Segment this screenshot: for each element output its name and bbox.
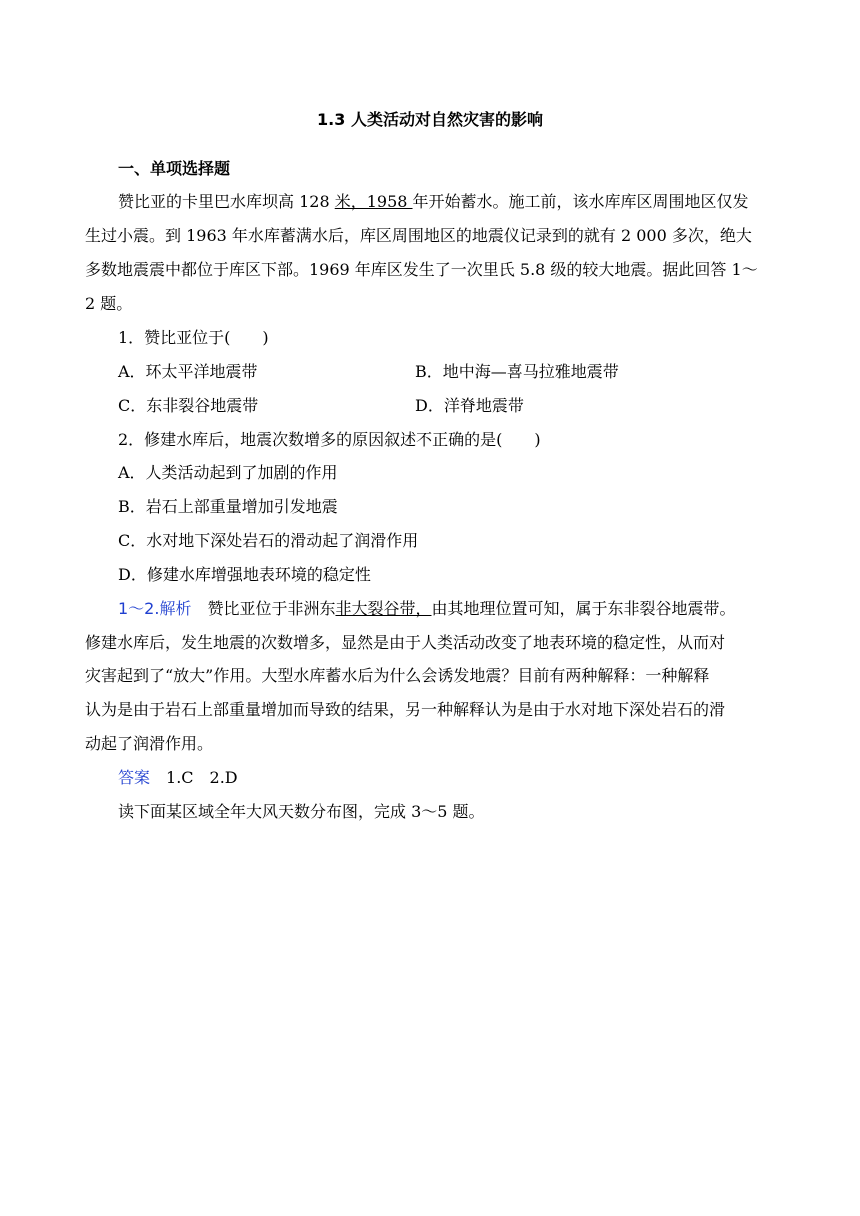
question-2-option-c: C．水对地下深处岩石的滑动起了润滑作用 — [118, 531, 419, 550]
passage-line-3: 多数地震震中都位于库区下部。1969 年库区发生了一次里氏 5.8 级的较大地震。据此回答 1～ — [85, 260, 758, 279]
analysis-label: 1～2.解析 — [118, 599, 192, 618]
analysis-line-2: 修建水库后，发生地震的次数增多，显然是由于人类活动改变了地表环境的稳定性，从而对 — [85, 633, 726, 652]
question-2-option-b: B．岩石上部重量增加引发地震 — [118, 497, 338, 516]
passage-line-2: 生过小震。到 1963 年水库蓄满水后，库区周围地区的地震仪记录到的就有 2 000 多次，绝大 — [85, 226, 752, 245]
passage-line-4: 2 题。 — [85, 294, 133, 313]
question-2-option-d: D．修建水库增强地表环境的稳定性 — [118, 565, 371, 584]
question-1-option-c: C．东非裂谷地震带 — [118, 396, 259, 415]
question-1-option-d: D．洋脊地震带 — [415, 396, 524, 415]
question-2-option-a: A．人类活动起到了加剧的作用 — [118, 463, 338, 482]
page-title: 1.3 人类活动对自然灾害的影响 — [317, 110, 543, 129]
answer-label: 答案 — [118, 768, 151, 787]
question-1-stem: 1．赞比亚位于( ) — [118, 328, 269, 347]
analysis-line-4: 认为是由于岩石上部重量增加而导致的结果，另一种解释认为是由于水对地下深处岩石的滑 — [85, 700, 726, 719]
analysis-line-5: 动起了润滑作用。 — [85, 734, 214, 753]
answer-line: 答案 1.C 2.D — [118, 768, 238, 787]
next-instruction: 读下面某区域全年大风天数分布图，完成 3～5 题。 — [118, 802, 485, 821]
question-2-stem: 2．修建水库后，地震次数增多的原因叙述不正确的是( ) — [118, 430, 541, 449]
analysis-line-3: 灾害起到了“放大”作用。大型水库蓄水后为什么会诱发地震？目前有两种解释：一种解释 — [85, 666, 710, 685]
analysis-line-1: 1～2.解析 赞比亚位于非洲东非大裂谷带，由其地理位置可知，属于东非裂谷地震带。 — [118, 599, 736, 618]
section-heading: 一、单项选择题 — [118, 159, 231, 178]
question-1-option-a: A．环太平洋地震带 — [118, 362, 258, 381]
passage-line-1: 赞比亚的卡里巴水库坝高 128 米，1958 年开始蓄水。施工前，该水库库区周围地区仅发 — [118, 192, 749, 211]
question-1-option-b: B．地中海—喜马拉雅地震带 — [415, 362, 619, 381]
